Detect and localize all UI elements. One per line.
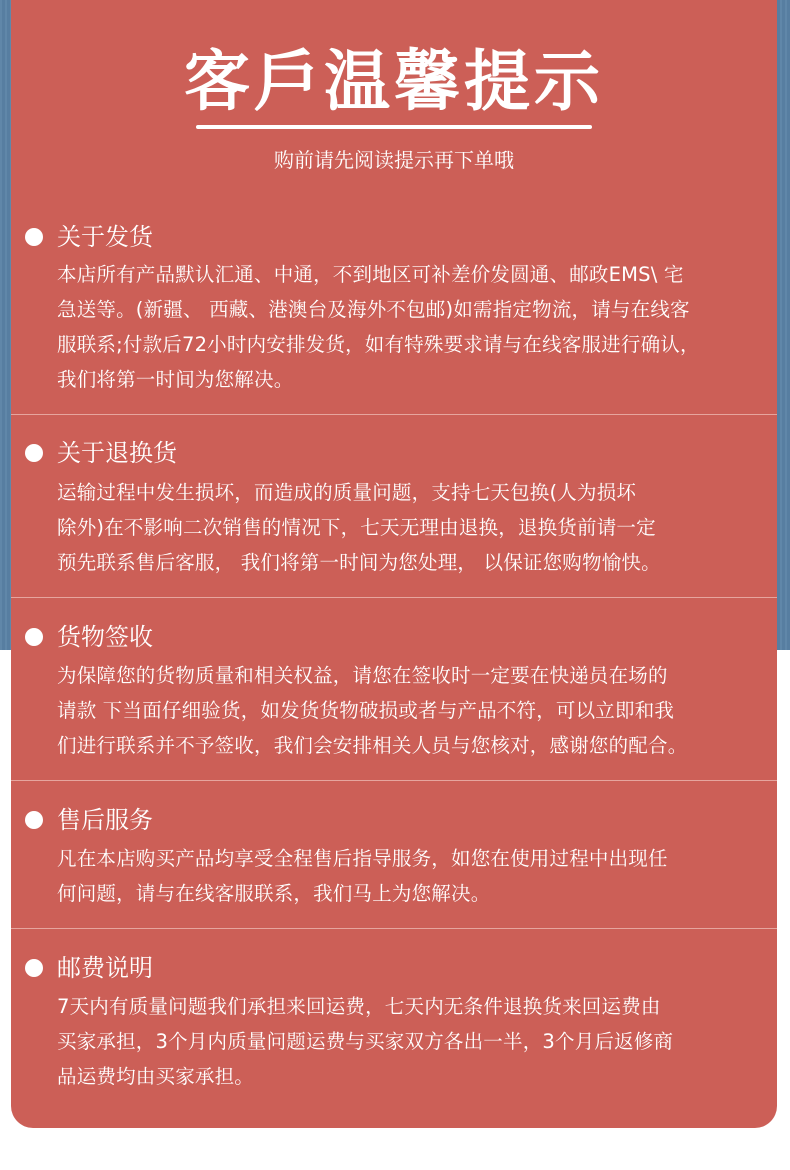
section-text-line: 本店所有产品默认汇通、中通，不到地区可补差价发圆通、邮政EMS\ 宅 xyxy=(57,263,684,286)
section-text-line: 品运费均由买家承担。 xyxy=(57,1065,255,1088)
section-text-line: 运输过程中发生损坏，而造成的质量问题，支持七天包换(人为损坏 xyxy=(57,481,637,504)
section-text-line: 们进行联系并不予签收，我们会安排相关人员与您核对，感谢您的配合。 xyxy=(57,734,688,757)
section-text-line: 凡在本店购买产品均享受全程售后指导服务，如您在使用过程中出现任 xyxy=(57,847,668,870)
section-divider xyxy=(11,928,777,929)
section-text-line: 何问题，请与在线客服联系，我们马上为您解决。 xyxy=(57,882,491,905)
section-heading xyxy=(25,220,153,254)
section-title: 关于退换货 xyxy=(57,439,177,467)
section-heading xyxy=(25,436,177,470)
notice-header xyxy=(11,0,777,200)
section-title: 关于发货 xyxy=(57,223,153,251)
page-subtitle: 购前请先阅读提示再下单哦 xyxy=(274,148,514,172)
section-title: 售后服务 xyxy=(57,806,153,834)
bullet-dot-icon xyxy=(25,959,43,977)
section-text-line: 除外)在不影响二次销售的情况下，七天无理由退换，退换货前请一定 xyxy=(57,516,656,539)
section-divider xyxy=(11,780,777,781)
section-text-line: 7天内有质量问题我们承担来回运费，七天内无条件退换货来回运费由 xyxy=(57,995,661,1018)
notice-card xyxy=(11,0,777,1128)
section-text-line: 急送等。(新疆、 西藏、港澳台及海外不包邮)如需指定物流，请与在线客 xyxy=(57,298,690,321)
bullet-dot-icon xyxy=(25,444,43,462)
section-text-line: 我们将第一时间为您解决。 xyxy=(57,368,294,391)
section-heading xyxy=(25,803,153,837)
section-text-line: 买家承担，3个月内质量问题运费与买家双方各出一半，3个月后返修商 xyxy=(57,1030,674,1053)
section-divider xyxy=(11,414,777,415)
section-heading xyxy=(25,951,153,985)
section-title: 邮费说明 xyxy=(57,954,153,982)
section-divider xyxy=(11,597,777,598)
bullet-dot-icon xyxy=(25,228,43,246)
title-underline xyxy=(196,125,592,129)
section-text-line: 为保障您的货物质量和相关权益，请您在签收时一定要在快递员在场的 xyxy=(57,664,668,687)
bullet-dot-icon xyxy=(25,628,43,646)
section-heading xyxy=(25,620,153,654)
section-text-line: 服联系;付款后72小时内安排发货，如有特殊要求请与在线客服进行确认， xyxy=(57,333,700,356)
page-title: 客戶温馨提示 xyxy=(184,43,604,120)
bullet-dot-icon xyxy=(25,811,43,829)
section-text-line: 请款 下当面仔细验货，如发货货物破损或者与产品不符，可以立即和我 xyxy=(57,699,675,722)
section-text-line: 预先联系售后客服， 我们将第一时间为您处理， 以保证您购物愉快。 xyxy=(57,551,661,574)
section-title: 货物签收 xyxy=(57,623,153,651)
